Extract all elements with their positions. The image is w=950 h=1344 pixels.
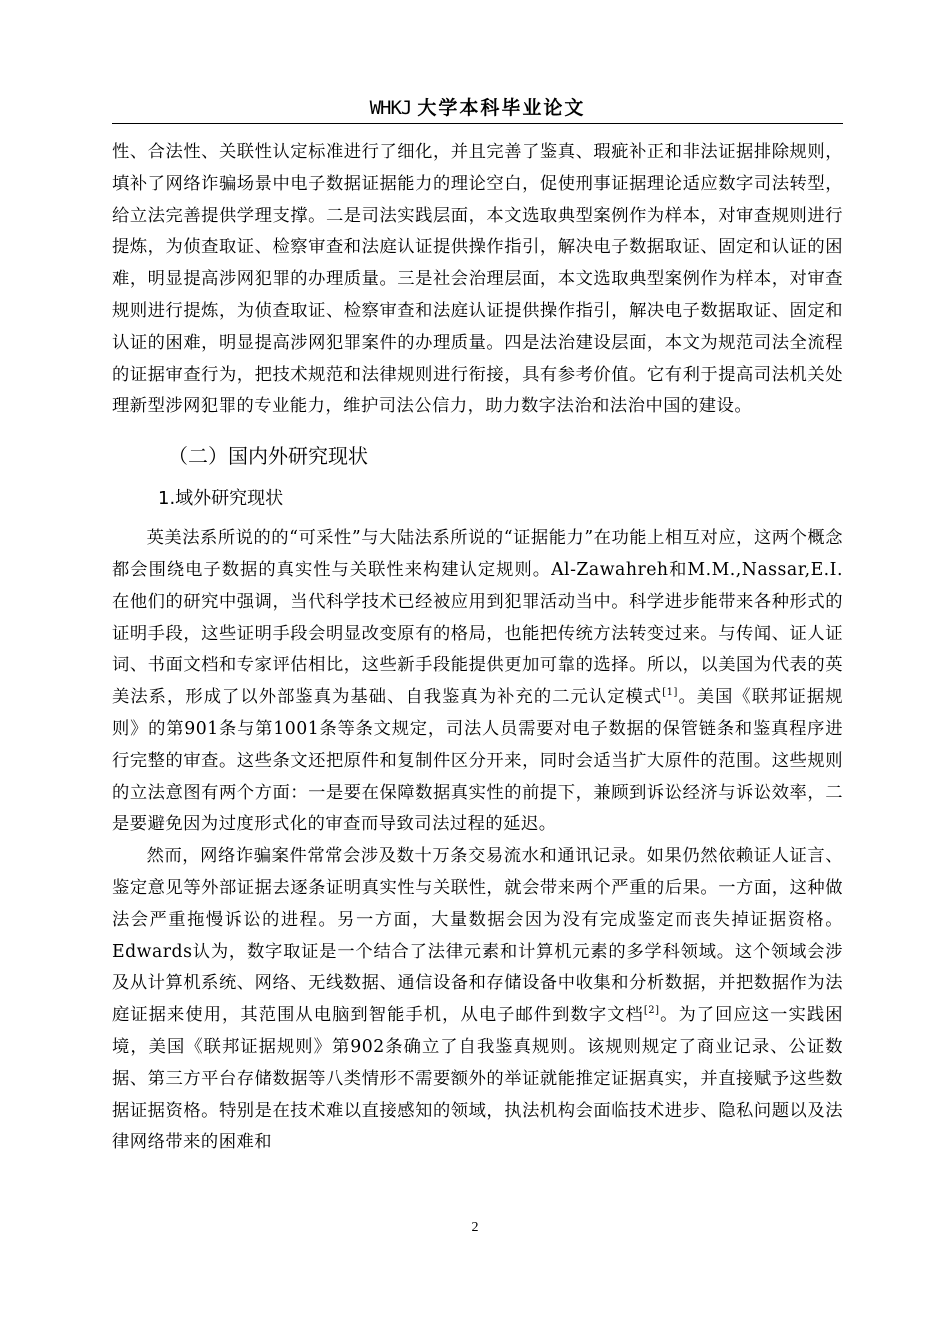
paragraph-3 xyxy=(112,841,843,1159)
page-header xyxy=(112,93,843,124)
paragraph-1: 性、合法性、关联性认定标准进行了细化，并且完善了鉴真、瑕疵补正和非法证据排除规则，填补了网络诈骗场景中电子数据证据能力的理论空白，促使刑事证据理论适应数字司法转型，给立法完善提供学理支撑。二是司法实践层面，本文选取典型案例作为样本，对审查规则进行提炼，为侦查取证、检察审查和法庭认证提供操作指引，解决电子数据取证、固定和认证的困难，明显提高涉网犯罪的办理质量。三是社会治理层面，本文选取典型案例作为样本，对审查规则进行提炼，为侦查取证、检察审查和法庭认证提供操作指引，解决电子数据取证、固定和认证的困难，明显提高涉网犯罪案件的办理质量。四是法治建设层面，本文为规范司法全流程的证据审查行为，把技术规范和法律规则进行衔接，具有参考价值。它有利于提高司法机关处理新型涉网犯罪的专业能力，维护司法公信力，助力数字法治和法治中国的建设。 xyxy=(112,142,843,417)
paragraph-2-text-b: 。美国《联邦证据规则》的第901条与第1001条等条文规定，司法人员需要对电子数据的保管链条和鉴真程序进行完整的审查。这些条文还把原件和复制件区分开来，同时会适当扩大原件的范围。这些规则的立法意图有两个方面：一是要在保障数据真实性的前提下，兼顾到诉讼经济与诉讼效率，二是要避免因为过度形式化的审查而导致司法过程的延迟。 xyxy=(112,687,843,835)
paragraph-3-text-b: 。为了回应这一实践困境，美国《联邦证据规则》第902条确立了自我鉴真规则。该规则规定了商业记录、公证数据、第三方平台存储数据等八类情形不需要额外的举证就能推定证据真实，并直接赋予这些数据证据资格。特别是在技术难以直接感知的领域，执法机构会面临技术进步、隐私问题以及法律网络带来的困难和 xyxy=(112,1005,843,1153)
citation-1[interactable]: [1] xyxy=(662,687,678,699)
paragraph-2-text-a: 英美法系所说的的“可采性”与大陆法系所说的“证据能力”在功能上相互对应，这两个概念都会围绕电子数据的真实性与关联性来构建认定规则。Al-Zawahreh和M.M.,Nassar,E.I.在他们的研究中强调，当代科学技术已经被应用到犯罪活动当中。科学进步能带来各种形式的证明手段，这些证明手段会明显改变原有的格局，也能把传统方法转变过来。与传闻、证人证词、书面文档和专家评估相比，这些新手段能提供更加可靠的选择。所以，以美国为代表的英美法系，形成了以外部鉴真为基础、自我鉴真为补充的二元认定模式 xyxy=(112,528,843,708)
header-title-latin: WHKJ xyxy=(369,97,412,119)
subsection-heading: 1.域外研究现状 xyxy=(158,488,284,510)
page-number: 2 xyxy=(471,1220,479,1235)
paragraph-2 xyxy=(112,523,843,841)
page-body xyxy=(112,137,843,1159)
paragraph-3-text-a: 然而，网络诈骗案件常常会涉及数十万条交易流水和通讯记录。如果仍然依赖证人证言、鉴定意见等外部证据去逐条证明真实性与关联性，就会带来两个严重的后果。一方面，这种做法会严重拖慢诉讼的进程。另一方面，大量数据会因为没有完成鉴定而丧失掉证据资格。Edwards认为，数字取证是一个结合了法律元素和计算机元素的多学科领域。这个领域会涉及从计算机系统、网络、无线数据、通信设备和存储设备中收集和分析数据，并把数据作为法庭证据来使用，其范围从电脑到智能手机，从电子邮件到数字文档 xyxy=(112,846,843,1026)
section-heading: （二）国内外研究现状 xyxy=(168,444,368,469)
header-title-cjk: 大学本科毕业论文 xyxy=(417,97,586,119)
citation-2[interactable]: [2] xyxy=(643,1005,660,1017)
